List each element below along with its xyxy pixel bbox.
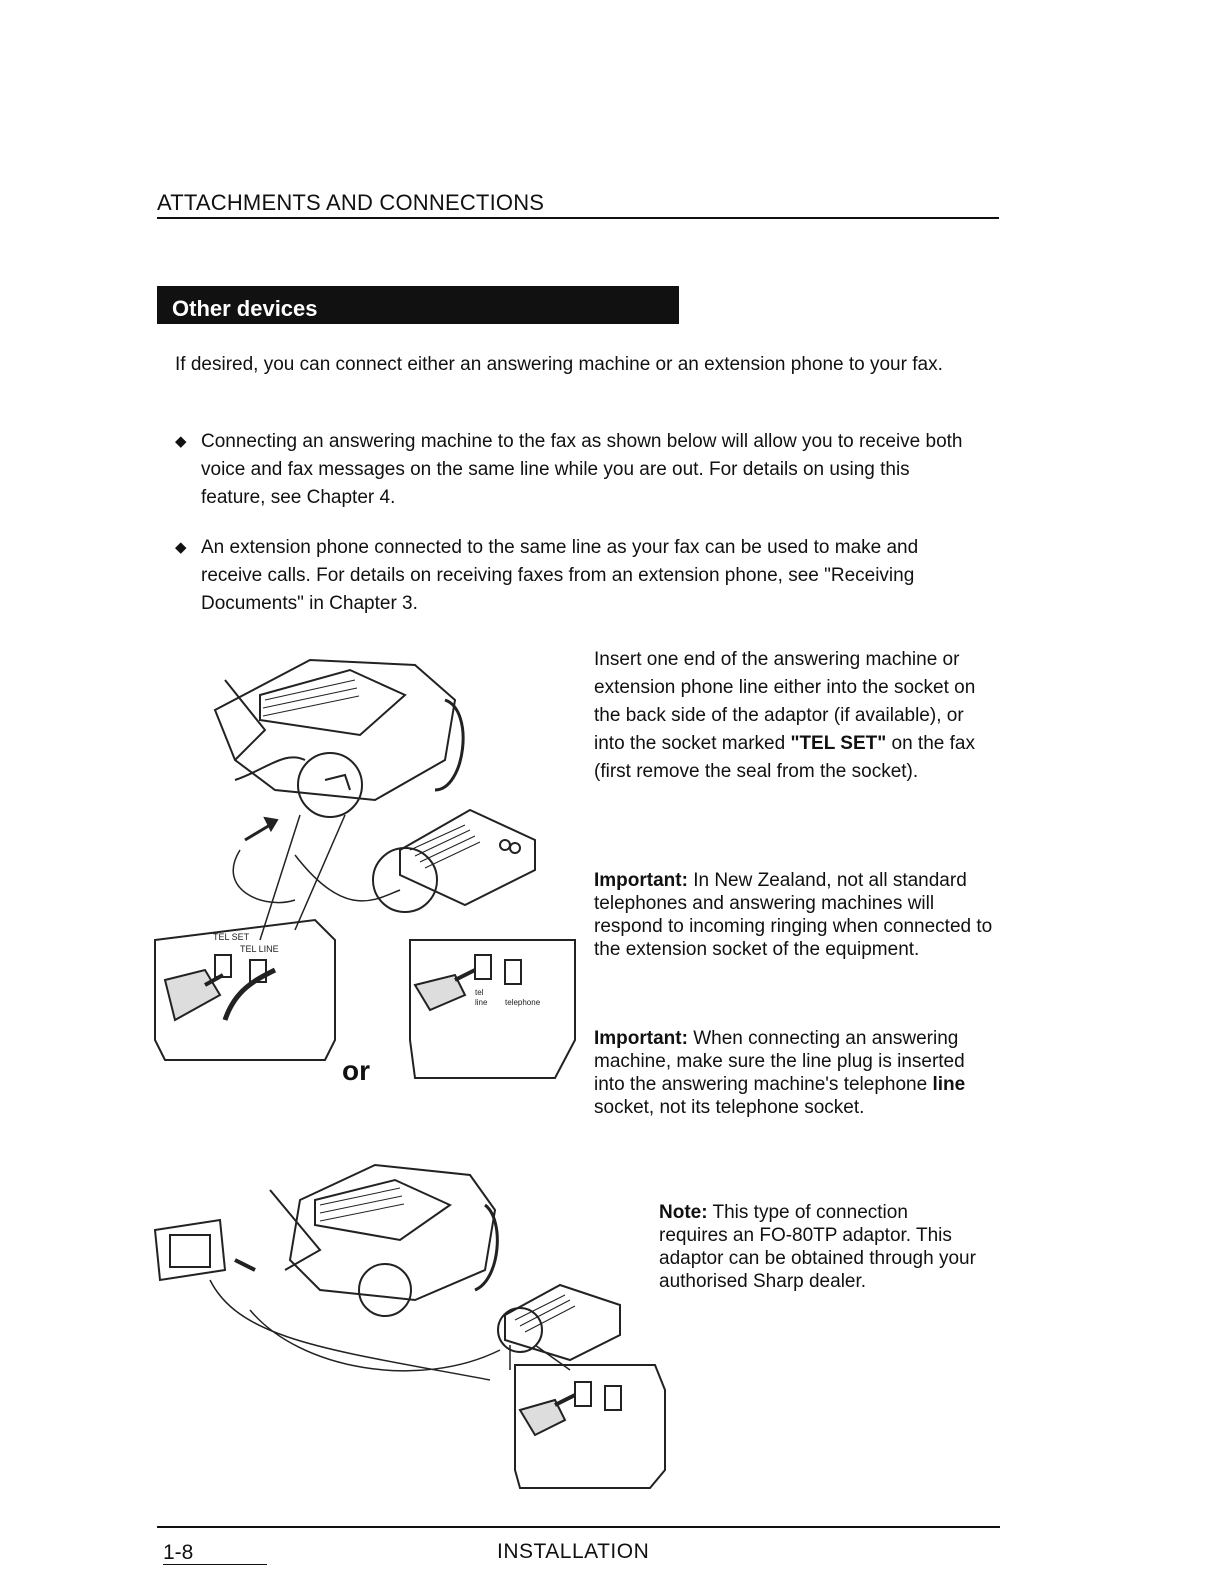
- panel-label-tel-line: TEL LINE: [240, 944, 279, 954]
- note-text: This type of connection requires an FO-80TP adaptor. This adaptor can be obtained through your authorised Sharp dealer.: [659, 1202, 976, 1292]
- tel-set-socket-callout: [298, 753, 362, 817]
- adaptor-panel-zoom: [515, 1365, 665, 1488]
- bullet-answering-machine: [175, 428, 975, 512]
- diamond-bullet-icon: ◆: [175, 433, 187, 450]
- socket-name: "TEL SET": [790, 733, 887, 754]
- fax-machine-drawing: [215, 660, 463, 800]
- bullet-text: Connecting an answering machine to the fax as shown below will allow you to receive both voice and fax messages on the same line while you are out. For details on using this feature, see Chapter 4.: [201, 431, 963, 508]
- panel-label-telephone: telephone: [505, 998, 541, 1007]
- panel-label-tel-set: TEL SET: [213, 932, 250, 942]
- section-header: ATTACHMENTS AND CONNECTIONS: [157, 190, 545, 215]
- bullet-extension-phone: [175, 534, 975, 618]
- answering-machine-drawing: [400, 810, 535, 905]
- bullet-text: An extension phone connected to the same line as your fax can be used to make and receive calls. For details on receiving faxes from an extension phone, see "Receiving Documents" in Chapter 3.: [201, 537, 919, 614]
- wall-socket-drawing: [155, 1220, 225, 1280]
- important-text: In New Zealand, not all standard telephones and answering machines will respond to incoming ringing when connected to the extension socket of the equipment.: [594, 870, 993, 960]
- connection-illustration-top: [145, 640, 585, 1080]
- extension-panel-zoom: [410, 940, 575, 1078]
- important-bold-word: line: [932, 1074, 966, 1095]
- important-label: Important:: [594, 870, 688, 891]
- footer-section: INSTALLATION: [497, 1540, 650, 1563]
- arrow-icon: [555, 1395, 575, 1405]
- arrow-icon: [235, 1260, 255, 1270]
- panel-label-tel: tel: [475, 988, 484, 997]
- page-number: 1-8: [163, 1542, 267, 1565]
- insert-instructions: [594, 646, 984, 786]
- footer-rule: [157, 1526, 1000, 1528]
- diamond-bullet-icon: ◆: [175, 539, 187, 556]
- important-text-after: socket, not its telephone socket.: [594, 1097, 865, 1118]
- header-rule: [157, 217, 999, 219]
- important-label: Important:: [594, 1028, 688, 1049]
- connection-illustration-bottom: [150, 1160, 670, 1500]
- banner-title: Other devices: [172, 296, 318, 321]
- important-note-line-socket: [594, 1027, 994, 1119]
- arrow-icon: [455, 970, 475, 980]
- adaptor-socket-callout: [359, 1264, 411, 1316]
- intro-paragraph: If desired, you can connect either an answering machine or an extension phone to your fax.: [175, 354, 943, 375]
- important-note-nz: [594, 869, 994, 961]
- tel-set-panel-zoom: [155, 920, 335, 1060]
- or-label: or: [342, 1055, 370, 1086]
- important-text-before: When connecting an answering machine, make sure the line plug is inserted into the answering machine's telephone: [594, 1028, 965, 1095]
- insert-text-after: on the fax (first remove the seal from the socket).: [594, 733, 975, 782]
- fax-machine-drawing: [270, 1165, 497, 1300]
- note-label: Note:: [659, 1202, 708, 1223]
- line-socket-callout: [373, 848, 437, 912]
- insert-text-before: Insert one end of the answering machine or extension phone line either into the socket on the back side of the adaptor (if available), or into the socket marked: [594, 649, 976, 754]
- adaptor-note: [659, 1201, 979, 1293]
- panel-label-line: line: [475, 998, 488, 1007]
- adaptor-drawing: [505, 1285, 620, 1360]
